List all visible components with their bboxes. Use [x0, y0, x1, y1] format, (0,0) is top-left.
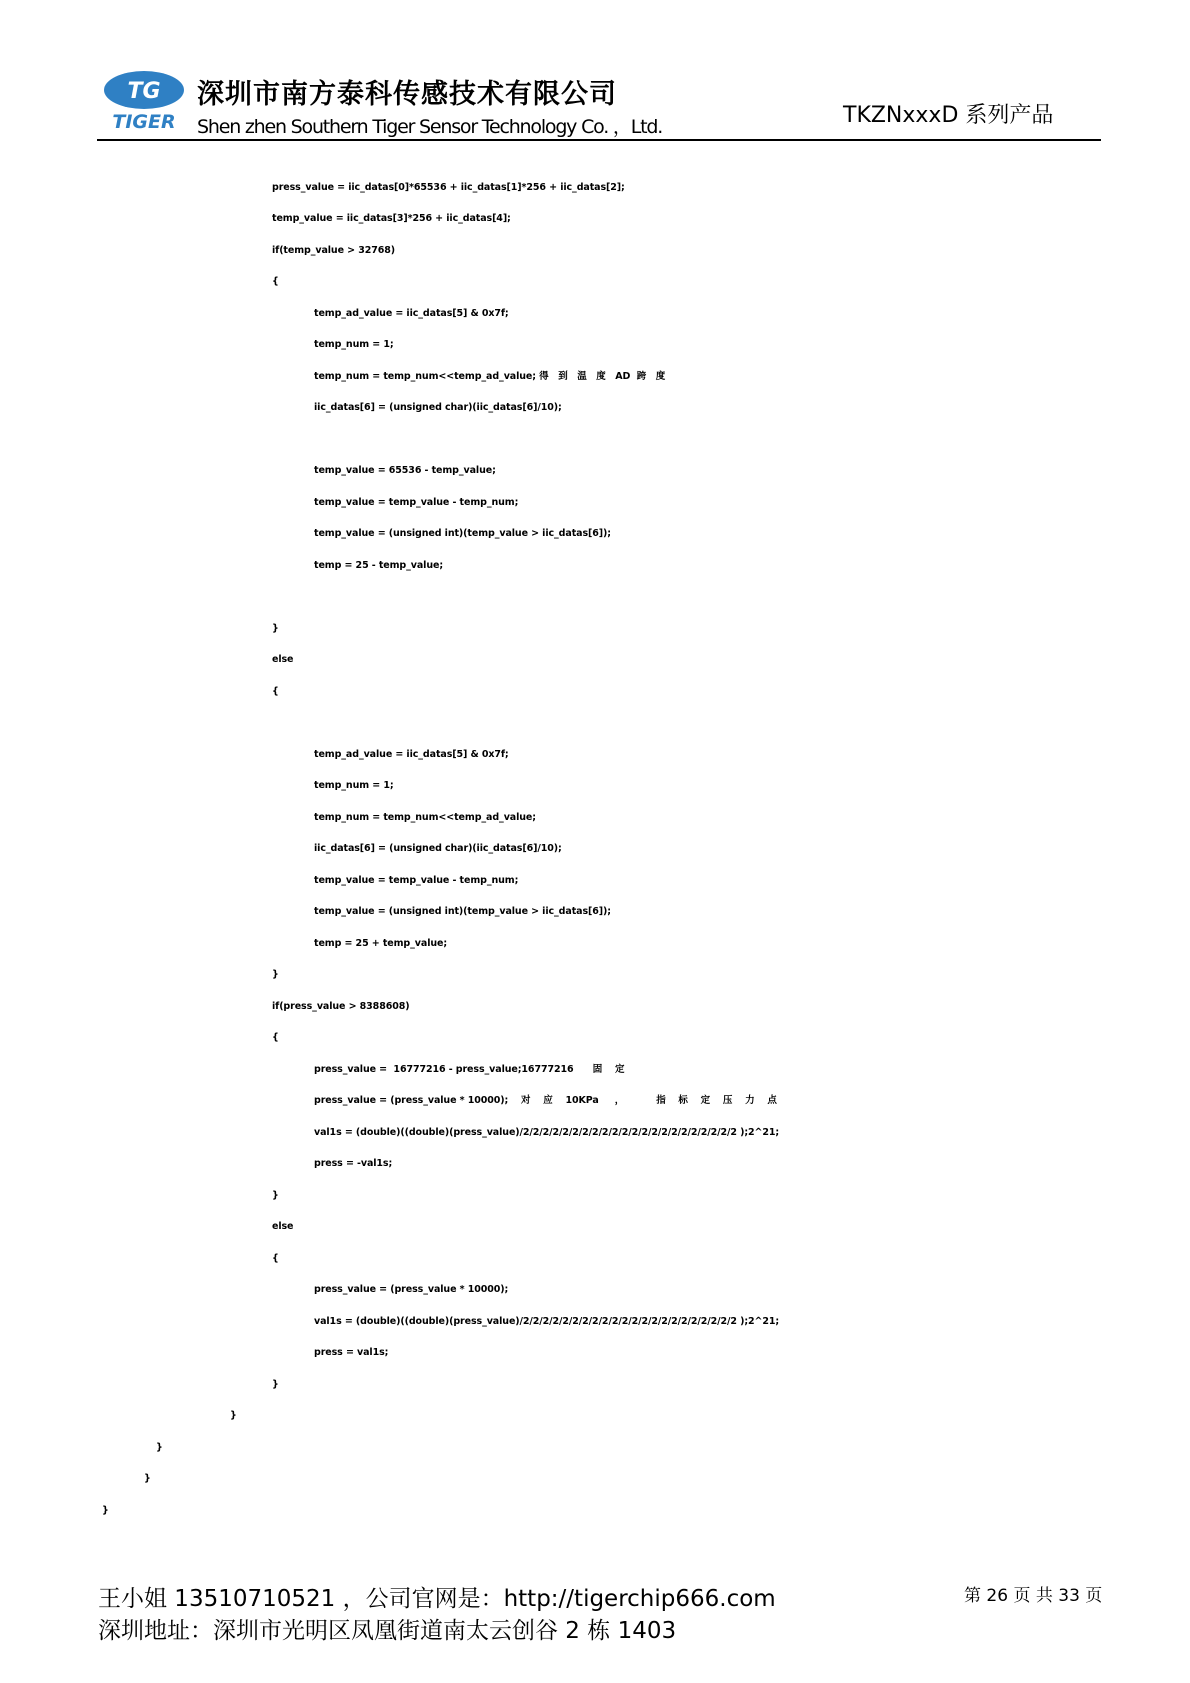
code-line: temp_value = (unsigned int)(temp_value > iic_datas[6]); [314, 528, 611, 539]
code-line: temp_value = 65536 - temp_value; [314, 465, 496, 476]
code-line: } [230, 1410, 237, 1421]
code-line: if(press_value > 8388608) [272, 1001, 410, 1012]
code-line: val1s = (double)((double)(press_value)/2/2/2/2/2/2/2/2/2/2/2/2/2/2/2/2/2/2/2/2/2/2 );2^21; [314, 1127, 780, 1138]
code-line: { [272, 1032, 279, 1043]
code-line: } [144, 1473, 151, 1484]
code-line: val1s = (double)((double)(press_value)/2/2/2/2/2/2/2/2/2/2/2/2/2/2/2/2/2/2/2/2/2/2 );2^21; [314, 1316, 780, 1327]
code-line: temp = 25 - temp_value; [314, 560, 444, 571]
code-line: if(temp_value > 32768) [272, 245, 395, 256]
code-line: temp_num = 1; [314, 339, 394, 350]
code-line: else [272, 1221, 294, 1232]
code-line: temp_ad_value = iic_datas[5] & 0x7f; [314, 749, 509, 760]
code-line: temp_num = temp_num<<temp_ad_value; [314, 812, 536, 823]
code-line: press_value = (press_value * 10000); 对 应 10KPa ， 指 标 定 压 力 点 [314, 1095, 777, 1106]
code-line: temp_ad_value = iic_datas[5] & 0x7f; [314, 308, 509, 319]
code-line: temp_value = iic_datas[3]*256 + iic_datas[4]; [272, 213, 511, 224]
code-line: iic_datas[6] = (unsigned char)(iic_datas[6]/10); [314, 402, 562, 413]
footer-address: 深圳地址：深圳市光明区凤凰街道南太云创谷 2 栋 1403 [98, 1618, 677, 1644]
code-line: press = -val1s; [314, 1158, 393, 1169]
code-line: iic_datas[6] = (unsigned char)(iic_datas[6]/10); [314, 843, 562, 854]
product-series-title: TKZNxxxD 系列产品 [843, 103, 1054, 128]
code-line: press_value = iic_datas[0]*65536 + iic_datas[1]*256 + iic_datas[2]; [272, 182, 625, 193]
code-line: { [272, 276, 279, 287]
code-line: press_value = (press_value * 10000); [314, 1284, 509, 1295]
code-line: { [272, 1253, 279, 1264]
code-line: { [272, 686, 279, 697]
code-line: press_value = 16777216 - press_value;16777216 固 定 [314, 1064, 625, 1075]
code-line: } [272, 969, 279, 980]
code-line: temp_num = temp_num<<temp_ad_value; 得 到 温 度 AD 跨 度 [314, 371, 666, 382]
code-line: } [272, 1190, 279, 1201]
page-number: 第 26 页 共 33 页 [964, 1586, 1103, 1606]
company-name-en: Shen zhen Southern Tiger Sensor Technology Co. ，Ltd. [197, 116, 663, 138]
code-line: temp_value = (unsigned int)(temp_value > iic_datas[6]); [314, 906, 611, 917]
code-line: temp_num = 1; [314, 780, 394, 791]
code-line: } [272, 623, 279, 634]
footer-contact: 王小姐 13510710521 ，公司官网是：http://tigerchip666.com [98, 1586, 776, 1612]
logo-mark: TG [127, 79, 161, 104]
company-name-cn: 深圳市南方泰科传感技术有限公司 [197, 79, 617, 110]
code-line: } [156, 1442, 163, 1453]
code-line: } [102, 1505, 109, 1516]
code-line: } [272, 1379, 279, 1390]
code-line: temp_value = temp_value - temp_num; [314, 497, 519, 508]
code-line: temp = 25 + temp_value; [314, 938, 448, 949]
code-line: else [272, 654, 294, 665]
code-line: temp_value = temp_value - temp_num; [314, 875, 519, 886]
code-line: press = val1s; [314, 1347, 389, 1358]
logo-text: TIGER [112, 111, 176, 133]
